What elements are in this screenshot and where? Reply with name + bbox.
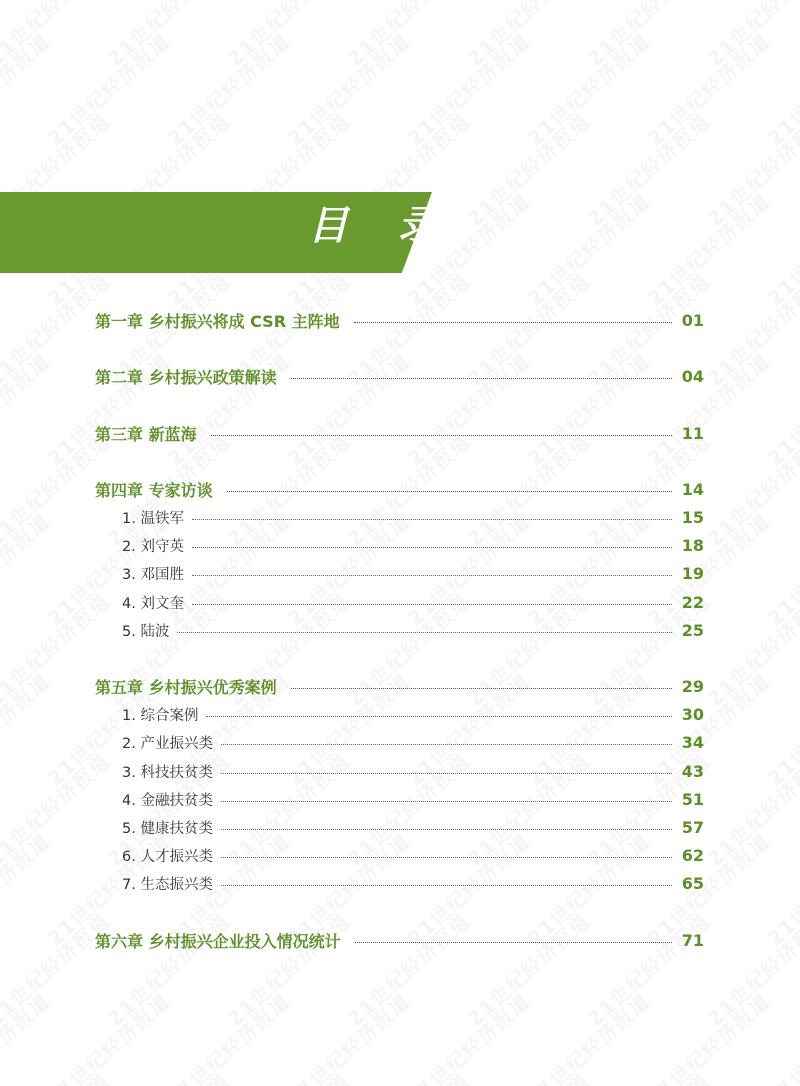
watermark-text [220, 1066, 355, 1086]
toc-entry-label: 第六章 乡村振兴企业投入情况统计 [95, 931, 341, 951]
toc-entry-label: 1. 温铁军 [122, 510, 184, 527]
toc-page-number: 34 [681, 732, 704, 752]
dot-leader [206, 716, 671, 717]
toc-sub-entry[interactable] [122, 561, 704, 585]
watermark-text [580, 0, 715, 72]
watermark-text [100, 0, 235, 72]
toc-page-number: 65 [681, 873, 704, 893]
toc-sub-entry[interactable] [122, 505, 704, 529]
toc-page-number: 43 [681, 761, 704, 781]
toc-chapter-entry[interactable] [95, 928, 704, 952]
toc-page-number: 62 [681, 845, 704, 865]
dot-leader [192, 547, 672, 548]
watermark-text [160, 26, 295, 152]
watermark-text [640, 186, 775, 312]
watermark-text [0, 346, 55, 472]
watermark-text [0, 26, 55, 152]
dot-leader [192, 604, 672, 605]
watermark-text [760, 826, 800, 952]
watermark-text [700, 426, 800, 552]
toc-sub-entry[interactable] [122, 533, 704, 557]
toc-sub-entry[interactable] [122, 843, 704, 867]
toc-page-number: 14 [681, 479, 704, 499]
watermark-text [640, 986, 775, 1086]
watermark-text [640, 26, 775, 152]
watermark-text [40, 26, 175, 152]
toc-page-number: 18 [681, 535, 704, 555]
toc-entry-label: 第三章 新蓝海 [95, 424, 197, 444]
watermark-text [460, 0, 595, 72]
dot-leader [291, 688, 672, 689]
toc-page-number: 11 [681, 423, 704, 443]
page-title: 目 录 [308, 203, 456, 249]
toc-entry-label: 7. 生态振兴类 [122, 876, 213, 893]
toc-entry-label: 6. 人才振兴类 [122, 848, 213, 865]
dot-leader [177, 632, 671, 633]
dot-leader [355, 942, 672, 943]
watermark-text [520, 186, 655, 312]
toc-entry-label: 第四章 专家访谈 [95, 480, 213, 500]
watermark-text [40, 986, 175, 1086]
watermark-text [580, 1066, 715, 1086]
watermark-text [100, 906, 235, 1032]
toc-entry-label: 第一章 乡村振兴将成 CSR 主阵地 [95, 311, 340, 331]
toc-sub-entry[interactable] [122, 787, 704, 811]
toc-entry-label: 4. 金融扶贫类 [122, 792, 213, 809]
toc-entry-label: 1. 综合案例 [122, 707, 199, 724]
watermark-text [760, 346, 800, 472]
dot-leader [192, 519, 672, 520]
toc-sub-entry[interactable] [122, 618, 704, 642]
toc-entry-label: 5. 陆波 [122, 623, 170, 640]
toc-sub-entry[interactable] [122, 730, 704, 754]
dot-leader [221, 885, 672, 886]
toc-sub-entry[interactable] [122, 815, 704, 839]
toc-page-number: 51 [681, 789, 704, 809]
watermark-text [0, 666, 55, 792]
watermark-text [0, 826, 55, 952]
watermark-text [0, 0, 115, 72]
watermark-text [760, 26, 800, 152]
dot-leader [221, 744, 672, 745]
watermark-text [400, 986, 535, 1086]
toc-chapter-entry[interactable] [95, 477, 704, 501]
toc-entry-label: 第二章 乡村振兴政策解读 [95, 367, 277, 387]
watermark-text [460, 906, 595, 1032]
toc-page-number: 19 [681, 563, 704, 583]
watermark-text [280, 986, 415, 1086]
toc-entry-label: 5. 健康扶贫类 [122, 820, 213, 837]
watermark-text [340, 0, 475, 72]
watermark-text [160, 986, 295, 1086]
watermark-text [760, 666, 800, 792]
watermark-text [0, 906, 115, 1032]
watermark-text [760, 506, 800, 632]
watermark-text [280, 26, 415, 152]
watermark-text [700, 746, 800, 872]
toc-chapter-entry[interactable] [95, 421, 704, 445]
dot-leader [221, 829, 672, 830]
toc-chapter-entry[interactable] [95, 308, 704, 332]
watermark-text [520, 26, 655, 152]
watermark-text [700, 1066, 800, 1086]
watermark-text [700, 906, 800, 1032]
toc-page-number: 25 [681, 620, 704, 640]
watermark-text [580, 106, 715, 232]
watermark-text [760, 986, 800, 1086]
watermark-text [0, 986, 55, 1086]
toc-page-number: 04 [681, 366, 704, 386]
dot-leader [211, 435, 672, 436]
dot-leader [227, 491, 672, 492]
watermark-text [700, 586, 800, 712]
watermark-text [700, 266, 800, 392]
dot-leader [221, 773, 672, 774]
toc-entry-label: 4. 刘文奎 [122, 595, 184, 612]
toc-entry-label: 3. 科技扶贫类 [122, 764, 213, 781]
dot-leader [291, 378, 672, 379]
toc-entry-label: 2. 产业振兴类 [122, 735, 213, 752]
watermark-text [0, 506, 55, 632]
toc-page-number: 71 [681, 930, 704, 950]
dot-leader [221, 857, 672, 858]
watermark-text [220, 906, 355, 1032]
watermark-text [460, 106, 595, 232]
toc-entry-label: 2. 刘守英 [122, 538, 184, 555]
toc-sub-entry[interactable] [122, 702, 704, 726]
dot-leader [221, 801, 672, 802]
watermark-text [580, 906, 715, 1032]
watermark-text [760, 186, 800, 312]
watermark-text [340, 906, 475, 1032]
toc-page-number: 01 [681, 310, 704, 330]
toc-sub-entry[interactable] [122, 759, 704, 783]
watermark-text [400, 26, 535, 152]
toc-page-number: 29 [681, 676, 704, 696]
toc-sub-entry[interactable] [122, 590, 704, 614]
toc-entry-label: 3. 邓国胜 [122, 566, 184, 583]
watermark-text [0, 1066, 115, 1086]
watermark-text [220, 0, 355, 72]
watermark-text [700, 0, 800, 72]
toc-page-number: 57 [681, 817, 704, 837]
watermark-text [340, 1066, 475, 1086]
toc-chapter-entry[interactable] [95, 674, 704, 698]
dot-leader [354, 322, 672, 323]
watermark-text [460, 1066, 595, 1086]
watermark-text [100, 1066, 235, 1086]
toc-page-number: 30 [681, 704, 704, 724]
toc-page-number: 22 [681, 592, 704, 612]
dot-leader [192, 575, 672, 576]
toc-chapter-entry[interactable] [95, 364, 704, 388]
toc-entry-label: 第五章 乡村振兴优秀案例 [95, 677, 277, 697]
watermark-text [520, 986, 655, 1086]
watermark-text [0, 746, 115, 872]
toc-page-number: 15 [681, 507, 704, 527]
watermark-text [700, 106, 800, 232]
toc-sub-entry[interactable] [122, 871, 704, 895]
